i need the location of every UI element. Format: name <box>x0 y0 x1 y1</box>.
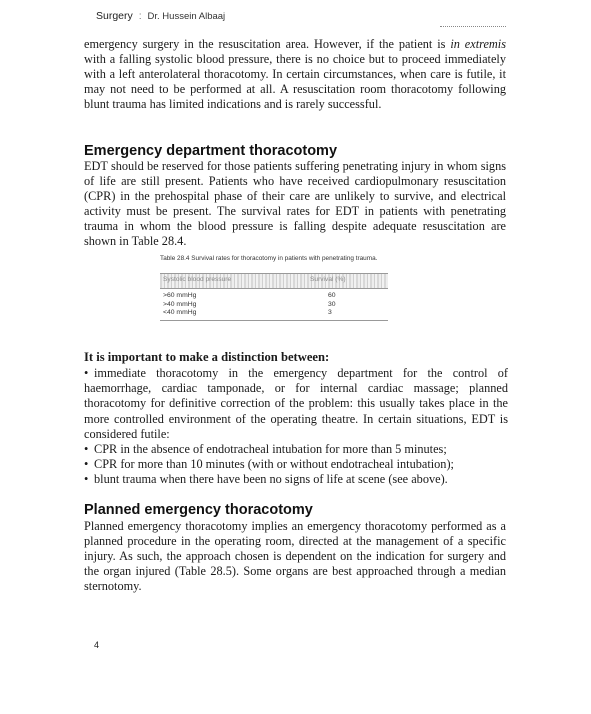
intro-paragraph <box>84 37 506 112</box>
table-cell-pressure: >60 mmHg <box>163 292 197 299</box>
header-author: Dr. Hussein Albaaj <box>147 11 226 22</box>
intro-text-before: emergency surgery in the resuscitation area. However, if the patient is <box>84 37 451 51</box>
page-number: 4 <box>94 640 100 650</box>
edt-heading: Emergency department thoracotomy <box>84 143 338 159</box>
table-header-survival: Survival (%) <box>310 276 346 283</box>
running-header <box>96 10 225 22</box>
table-caption: Table 28.4 Survival rates for thoracotomy in patients with penetrating trauma. <box>160 255 378 262</box>
table-bottom-rule <box>160 320 388 321</box>
table-cell-pressure: >40 mmHg <box>163 300 197 308</box>
table-cell-survival: 3 <box>328 309 332 316</box>
distinction-list <box>84 366 508 488</box>
bullet-icon: • <box>84 457 89 472</box>
list-item: • immediate thoracotomy in the emergency department for the control of haemorrhage, cardiac tamponade, or for internal cardiac massage; planned thoracotomy for definitive correction of the problem: this usually takes place in the more controlled environment of the operating theatre. In certain situations, EDT is considered futile: <box>84 366 508 441</box>
intro-text-after: with a falling systolic blood pressure, there is no choice but to proceed immediately with a left anterolateral thoracotomy. In certain circumstances, when care is futile, it may not need to be performed at all. A resuscitation room thoracotomy following blunt trauma has limited indications and is rarely successful. <box>84 52 506 112</box>
planned-paragraph: Planned emergency thoracotomy implies an emergency thoracotomy performed as a planned procedure in the operating room, directed at the management of a specific injury. As such, the approach chosen is dependent on the indication for surgery and the organ injured (Table 28.5). Some organs are best approached through a median sternotomy. <box>84 519 506 594</box>
table-row <box>160 301 388 310</box>
edt-paragraph: EDT should be reserved for those patients suffering penetrating injury in whom signs of life are still present. Patients who have received cardiopulmonary resuscitation (CPR) in the prehospital phase of their care are unlikely to survive, and electrical activity must be present. The survival rates for EDT in patients with penetrating trauma in whom the blood pressure is falling despite adequate resuscitation are shown in Table 28.4. <box>84 159 506 249</box>
bullet-icon: • <box>84 366 89 380</box>
distinction-lead: It is important to make a distinction between: <box>84 350 330 364</box>
table-header-row <box>160 273 388 289</box>
bullet-icon: • <box>84 442 89 457</box>
list-item: • blunt trauma when there have been no signs of life at scene (see above). <box>84 472 448 487</box>
header-course: Surgery <box>96 10 133 22</box>
table-row <box>160 292 388 301</box>
header-rule <box>440 26 506 27</box>
bullet-icon: • <box>84 472 89 487</box>
header-separator: : <box>138 10 142 22</box>
survival-table <box>160 255 388 321</box>
table-cell-survival: 60 <box>328 292 336 299</box>
list-item: • CPR for more than 10 minutes (with or without endotracheal intubation); <box>84 457 454 472</box>
table-row <box>160 309 388 318</box>
planned-heading: Planned emergency thoracotomy <box>84 502 313 518</box>
table-cell-pressure: <40 mmHg <box>163 309 197 316</box>
table-header-pressure: Systolic blood pressure <box>163 276 232 283</box>
intro-emphasis: in extremis <box>450 37 506 51</box>
list-item: • CPR in the absence of endotracheal intubation for more than 5 minutes; <box>84 442 447 457</box>
table-cell-survival: 30 <box>328 300 336 308</box>
